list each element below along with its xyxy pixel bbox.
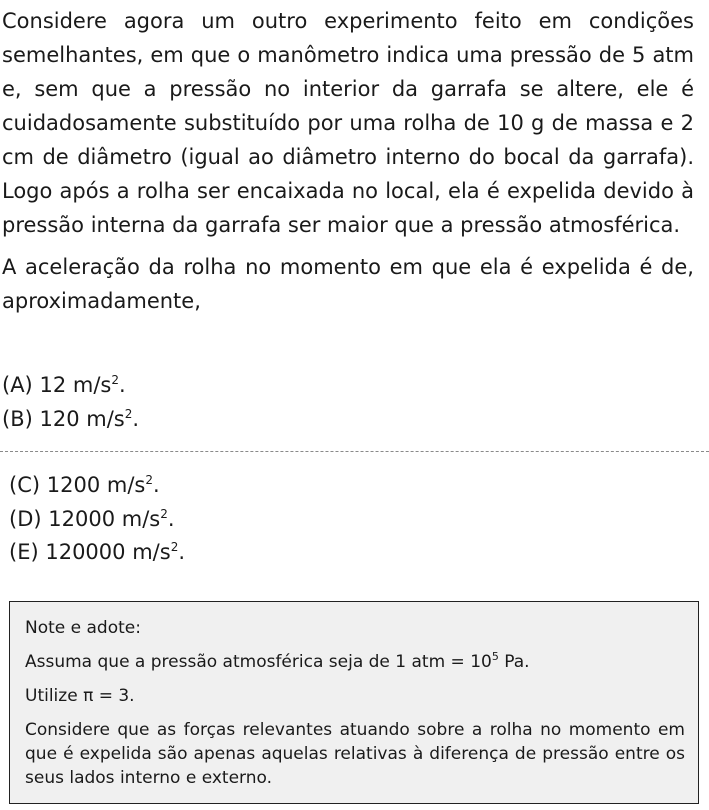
- option-a: [2, 370, 126, 400]
- note-exponent: 5: [491, 650, 499, 663]
- option-letter: (B): [2, 407, 33, 431]
- option-value: 1200: [46, 473, 101, 497]
- option-unit: m/s: [132, 540, 171, 564]
- option-exponent: 2: [160, 507, 168, 521]
- note-line-forces: Considere que as forças relevantes atuando sobre a rolha no momento em que é expelida são apenas aquelas relativas à diferença de pressão entre os seus lados interno e externo.: [25, 720, 685, 788]
- option-e: [9, 537, 185, 567]
- option-d: [9, 504, 175, 534]
- option-letter: (D): [9, 507, 42, 531]
- note-line-pressure: [25, 650, 685, 674]
- option-end: .: [153, 473, 160, 497]
- note-title: Note e adote:: [25, 618, 141, 638]
- option-unit: m/s: [121, 507, 161, 531]
- option-exponent: 2: [124, 407, 133, 421]
- note-box: [9, 601, 699, 804]
- option-exponent: 2: [170, 540, 179, 554]
- option-letter: (A): [2, 373, 33, 397]
- option-b: [2, 404, 139, 434]
- option-exponent: 2: [111, 373, 119, 387]
- note-line-pressure-text: Assuma que a pressão atmosférica seja de 1 atm = 10: [25, 652, 492, 672]
- option-exponent: 2: [145, 473, 154, 487]
- option-value: 12000: [48, 507, 116, 531]
- option-c: [9, 470, 160, 500]
- option-unit: m/s: [106, 473, 146, 497]
- option-value: 120000: [45, 540, 126, 564]
- option-value: 12: [39, 373, 67, 397]
- option-letter: (E): [9, 540, 39, 564]
- note-line-pressure-unit: Pa.: [498, 652, 530, 672]
- option-unit: m/s: [72, 373, 112, 397]
- option-end: .: [132, 407, 140, 431]
- option-value: 120: [39, 407, 80, 431]
- question-text: A aceleração da rolha no momento em que ela é expelida é de, aproximadamente,: [2, 255, 694, 313]
- stem-paragraph: Considere agora um outro experimento feito em condições semelhantes, em que o manômetro indica uma pressão de 5 atm e, sem que a pressão no interior da garrafa se altere, ele é cuidadosamente substituído por uma rolha de 10 g de massa e 2 cm de diâmetro (igual ao diâmetro interno do bocal da garrafa). Logo após a rolha ser encaixada no local, ela é expelida devido à pressão interna da garrafa ser maior que a pressão atmosférica.: [2, 9, 694, 237]
- option-end: .: [167, 507, 175, 531]
- note-line-pi: Utilize π = 3.: [25, 686, 135, 706]
- question-stem: [2, 4, 694, 318]
- option-unit: m/s: [86, 407, 125, 431]
- dashed-divider: [0, 451, 709, 452]
- option-end: .: [178, 540, 186, 564]
- option-letter: (C): [9, 473, 41, 497]
- option-end: .: [119, 373, 126, 397]
